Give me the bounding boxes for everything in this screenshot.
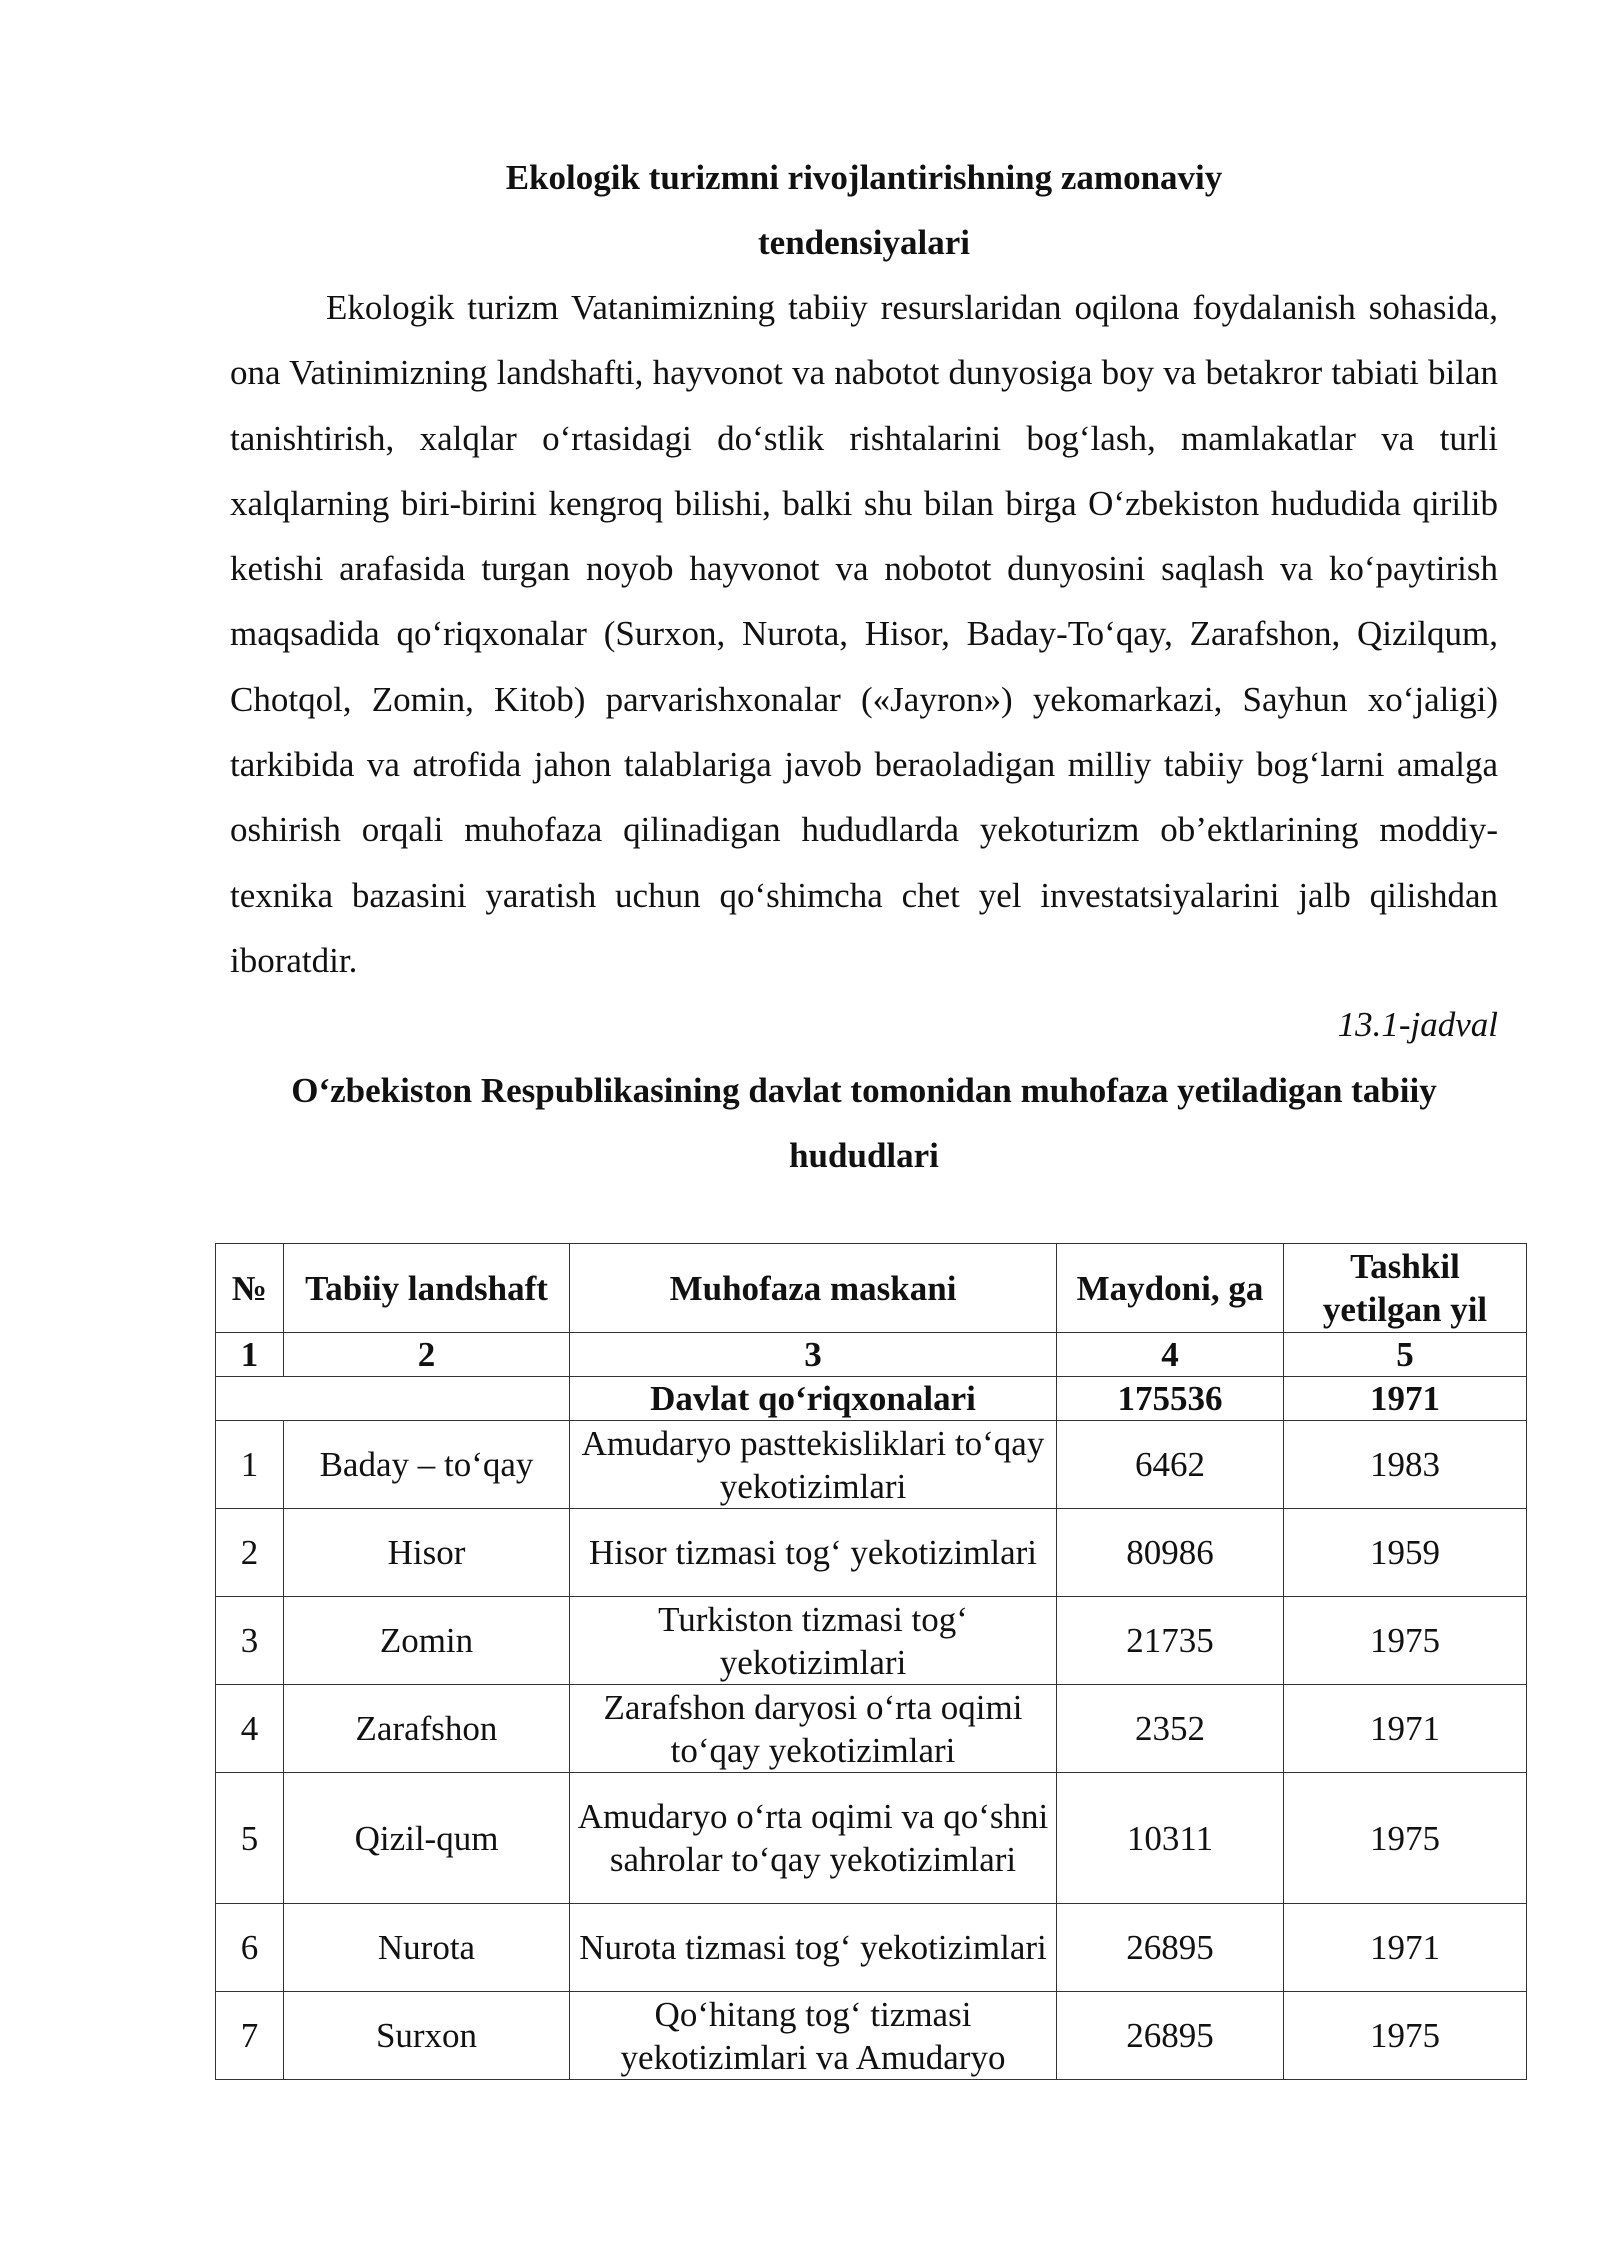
cell-area: 2352 bbox=[1057, 1685, 1284, 1773]
cell-landscape: Surxon bbox=[284, 1992, 570, 2080]
column-number: 3 bbox=[570, 1333, 1057, 1377]
column-number: 2 bbox=[284, 1333, 570, 1377]
cell-area: 26895 bbox=[1057, 1904, 1284, 1992]
cell-area: 80986 bbox=[1057, 1509, 1284, 1597]
cell-number: 7 bbox=[216, 1992, 284, 2080]
table-header-row bbox=[216, 1244, 1527, 1333]
table-row bbox=[216, 1773, 1527, 1904]
column-number: 4 bbox=[1057, 1333, 1284, 1377]
cell-site: Qo‘hitang tog‘ tizmasi yekotizimlari va Amudaryo bbox=[570, 1992, 1057, 2080]
cell-number: 5 bbox=[216, 1773, 284, 1904]
column-number-row bbox=[216, 1333, 1527, 1377]
document-title-line-1: Ekologik turizmni rivojlantirishning zamonaviy bbox=[505, 158, 1223, 197]
table-row bbox=[216, 1421, 1527, 1509]
group-label: Davlat qo‘riqxonalari bbox=[570, 1377, 1057, 1421]
header-number: № bbox=[216, 1244, 284, 1333]
cell-number: 6 bbox=[216, 1904, 284, 1992]
cell-site: Amudaryo o‘rta oqimi va qo‘shni sahrolar to‘qay yekotizimlari bbox=[570, 1773, 1057, 1904]
cell-site: Hisor tizmasi tog‘ yekotizimlari bbox=[570, 1509, 1057, 1597]
cell-number: 1 bbox=[216, 1421, 284, 1509]
group-row bbox=[216, 1377, 1527, 1421]
cell-year: 1971 bbox=[1284, 1904, 1527, 1992]
cell-site: Turkiston tizmasi tog‘ yekotizimlari bbox=[570, 1597, 1057, 1685]
table-title: O‘zbekiston Respublikasining davlat tomonidan muhofaza yetiladigan tabiiy hududlari bbox=[291, 1071, 1437, 1175]
cell-area: 21735 bbox=[1057, 1597, 1284, 1685]
table-row bbox=[216, 1597, 1527, 1685]
body-paragraph: Ekologik turizm Vatanimizning tabiiy resurslaridan oqilona foydalanish sohasida, ona Vatinimizning landshafti, hayvonot va nabotot dunyosiga boy va betakror tabiati bilan tanishtirish, xalqlar o‘rtasidagi do‘stlik rishtalarini bog‘lash, mamlakatlar va turli xalqlarning biri-birini kengroq bilishi, balki shu bilan birga O‘zbekiston hududida qirilib ketishi arafasida turgan noyob hayvonot va nobotot dunyosini saqlash va ko‘paytirish maqsadida qo‘riqxonalar (Surxon, Nurota, Hisor, Baday-To‘qay, Zarafshon, Qizilqum, Chotqol, Zomin, Kitob) parvarishxonalar («Jayron») yekomarkazi, Sayhun xo‘jaligi) tarkibida va atrofida jahon talablariga javob beraoladigan milliy tabiiy bog‘larni amalga oshirish orqali muhofaza qilinadigan hududlarda yekoturizm ob’ektlarining moddiy-texnika bazasini yaratish uchun qo‘shimcha chet yel investatsiyalarini jalb qilishdan iboratdir. bbox=[230, 288, 1498, 980]
cell-site: Zarafshon daryosi o‘rta oqimi to‘qay yekotizimlari bbox=[570, 1685, 1057, 1773]
table-row bbox=[216, 1904, 1527, 1992]
column-number: 5 bbox=[1284, 1333, 1527, 1377]
cell-landscape: Nurota bbox=[284, 1904, 570, 1992]
cell-area: 6462 bbox=[1057, 1421, 1284, 1509]
cell-year: 1959 bbox=[1284, 1509, 1527, 1597]
table-label: 13.1-jadval bbox=[1337, 1005, 1498, 1044]
cell-year: 1983 bbox=[1284, 1421, 1527, 1509]
table-row bbox=[216, 1992, 1527, 2080]
header-site: Muhofaza maskani bbox=[570, 1244, 1057, 1333]
group-year: 1971 bbox=[1284, 1377, 1527, 1421]
cell-number: 3 bbox=[216, 1597, 284, 1685]
cell-year: 1971 bbox=[1284, 1685, 1527, 1773]
cell-landscape: Zomin bbox=[284, 1597, 570, 1685]
cell-area: 10311 bbox=[1057, 1773, 1284, 1904]
cell-landscape: Baday – to‘qay bbox=[284, 1421, 570, 1509]
cell-site: Nurota tizmasi tog‘ yekotizimlari bbox=[570, 1904, 1057, 1992]
group-area: 175536 bbox=[1057, 1377, 1284, 1421]
cell-landscape: Hisor bbox=[284, 1509, 570, 1597]
protected-areas-table bbox=[215, 1243, 1527, 2080]
cell-landscape: Zarafshon bbox=[284, 1685, 570, 1773]
cell-site: Amudaryo pasttekisliklari to‘qay yekotizimlari bbox=[570, 1421, 1057, 1509]
table-row bbox=[216, 1685, 1527, 1773]
document-title-line-2: tendensiyalari bbox=[758, 223, 970, 262]
table-row bbox=[216, 1509, 1527, 1597]
header-landscape: Tabiiy landshaft bbox=[284, 1244, 570, 1333]
cell-area: 26895 bbox=[1057, 1992, 1284, 2080]
column-number: 1 bbox=[216, 1333, 284, 1377]
cell-year: 1975 bbox=[1284, 1597, 1527, 1685]
cell-year: 1975 bbox=[1284, 1773, 1527, 1904]
header-area: Maydoni, ga bbox=[1057, 1244, 1284, 1333]
cell-year: 1975 bbox=[1284, 1992, 1527, 2080]
cell-landscape: Qizil-qum bbox=[284, 1773, 570, 1904]
cell-number: 2 bbox=[216, 1509, 284, 1597]
cell-number: 4 bbox=[216, 1685, 284, 1773]
header-year: Tashkil yetilgan yil bbox=[1284, 1244, 1527, 1333]
group-empty-cell bbox=[216, 1377, 570, 1421]
